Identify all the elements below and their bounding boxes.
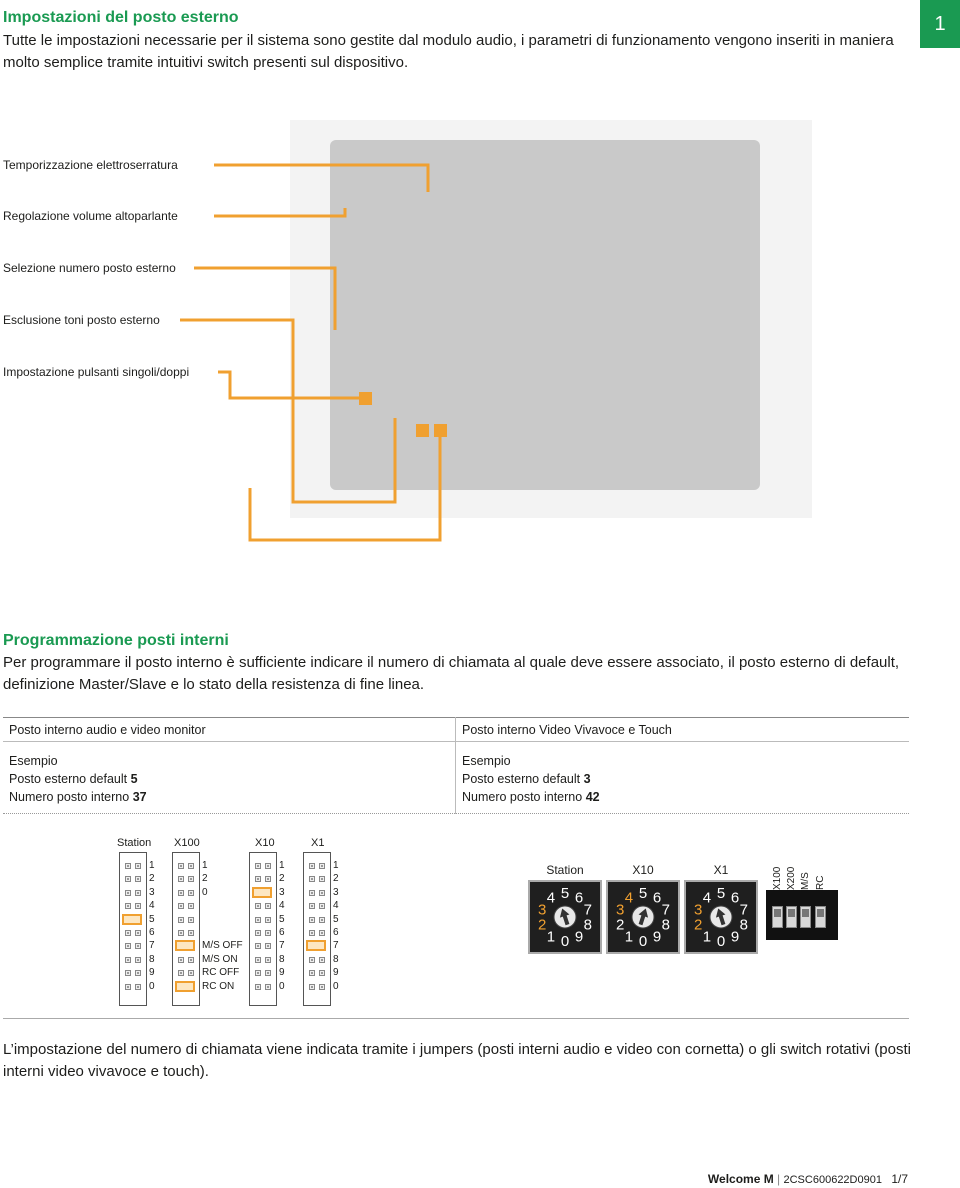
jumper-pin bbox=[255, 930, 261, 936]
jumper-row bbox=[173, 914, 199, 927]
jumper-header-x1: X1 bbox=[311, 837, 325, 849]
jumper-pin bbox=[125, 984, 131, 990]
jumper-row bbox=[304, 927, 330, 940]
jumper-pin bbox=[188, 876, 194, 882]
jumper-row bbox=[173, 873, 199, 886]
jumper-pin bbox=[265, 863, 271, 869]
rotary-digit: 2 bbox=[694, 916, 703, 934]
jumper-row-label: 2 bbox=[202, 873, 208, 885]
jumper-row bbox=[120, 981, 146, 994]
jumper-row bbox=[120, 887, 146, 900]
jumper-row-label: 3 bbox=[333, 886, 339, 898]
jumper-row bbox=[250, 914, 276, 927]
jumper-strip-x10 bbox=[249, 852, 277, 1006]
jumper-row-label: 8 bbox=[279, 953, 285, 965]
jumper-row bbox=[173, 860, 199, 873]
table-header-right: Posto interno Video Vivavoce e Touch bbox=[462, 723, 672, 737]
rotary-digit: 6 bbox=[574, 889, 584, 907]
rotary-digit: 5 bbox=[638, 885, 648, 902]
jumper-pin bbox=[265, 943, 271, 949]
jumper-row bbox=[250, 900, 276, 913]
jumper-header-x100: X100 bbox=[174, 837, 200, 849]
callout-label: Esclusione toni posto esterno bbox=[3, 313, 160, 327]
jumper-pin bbox=[125, 957, 131, 963]
jumper-pin bbox=[125, 890, 131, 896]
rotary-digit: 0 bbox=[560, 933, 570, 950]
jumper-pin bbox=[188, 917, 194, 923]
jumper-row-label: RC OFF bbox=[202, 967, 240, 979]
table-header-left: Posto interno audio e video monitor bbox=[9, 723, 206, 737]
jumper-set bbox=[175, 981, 195, 992]
jumper-row-label: 4 bbox=[279, 900, 285, 912]
jumper-row-label: 1 bbox=[202, 860, 208, 871]
jumper-row-label: 9 bbox=[279, 967, 285, 979]
jumper-row-label: 1 bbox=[149, 860, 155, 871]
jumper-pin bbox=[188, 957, 194, 963]
jumper-pin bbox=[135, 957, 141, 963]
table-bottom-rule bbox=[3, 813, 909, 814]
jumper-row bbox=[120, 900, 146, 913]
jumper-row-label: 2 bbox=[279, 873, 285, 885]
rotary-digit: 7 bbox=[661, 901, 670, 919]
rotary-switch-station bbox=[528, 880, 602, 954]
jumper-set bbox=[306, 940, 326, 951]
jumper-row-label: M/S ON bbox=[202, 953, 238, 965]
rotary-digit: 5 bbox=[716, 885, 726, 902]
section2-text: Per programmare il posto interno è sufficiente indicare il numero di chiamata al quale deve essere associato, il posto esterno di default, definizione Master/Slave e lo stato della resistenza di fine linea. bbox=[3, 654, 900, 693]
jumper-row-label: 8 bbox=[149, 953, 155, 965]
jumper-row bbox=[304, 981, 330, 994]
jumper-row-label: 7 bbox=[149, 940, 155, 952]
jumper-row bbox=[120, 927, 146, 940]
dip-label-rc: RC bbox=[815, 875, 826, 890]
jumper-row bbox=[304, 860, 330, 873]
jumper-row bbox=[173, 940, 199, 953]
jumper-pin bbox=[309, 970, 315, 976]
example-label: Esempio bbox=[462, 754, 511, 768]
jumper-row-label: 5 bbox=[149, 913, 155, 925]
jumper-pin bbox=[178, 970, 184, 976]
jumper-pin bbox=[319, 903, 325, 909]
rotary-digit: 8 bbox=[739, 916, 748, 934]
rotary-digit: 5 bbox=[560, 885, 570, 902]
jumper-pin bbox=[135, 903, 141, 909]
jumper-pin bbox=[255, 917, 261, 923]
rotary-digit: 3 bbox=[616, 901, 625, 919]
jumper-pin bbox=[178, 957, 184, 963]
jumper-row bbox=[120, 914, 146, 927]
jumper-row bbox=[250, 967, 276, 980]
jumper-pin bbox=[135, 930, 141, 936]
jumper-row-label: 7 bbox=[333, 940, 339, 952]
jumper-row bbox=[120, 940, 146, 953]
rotary-digit: 2 bbox=[538, 916, 547, 934]
jumper-pin bbox=[125, 970, 131, 976]
rotary-switch-x10 bbox=[606, 880, 680, 954]
jumper-strip-x1 bbox=[303, 852, 331, 1006]
dip-switch bbox=[815, 906, 826, 928]
jumper-pin bbox=[135, 863, 141, 869]
jumper-pin bbox=[319, 863, 325, 869]
callout-label: Temporizzazione elettroserratura bbox=[3, 158, 178, 172]
rotary-digit: 8 bbox=[661, 916, 670, 934]
jumper-row bbox=[173, 981, 199, 994]
jumper-row bbox=[250, 981, 276, 994]
jumper-pin bbox=[309, 863, 315, 869]
rotary-digit: 0 bbox=[716, 933, 726, 950]
jumper-row-label: 0 bbox=[202, 886, 208, 898]
jumper-pin bbox=[135, 890, 141, 896]
jumper-pin bbox=[178, 863, 184, 869]
jumper-row bbox=[173, 927, 199, 940]
dip-label-ms: M/S bbox=[800, 872, 811, 890]
footer-code: 2CSC600622D0901 bbox=[783, 1174, 882, 1186]
jumper-row bbox=[250, 940, 276, 953]
jumper-pin bbox=[255, 984, 261, 990]
rotary-digit: 9 bbox=[652, 928, 662, 946]
jumper-pin bbox=[125, 943, 131, 949]
jumper-pin bbox=[125, 930, 131, 936]
jumper-pin bbox=[178, 903, 184, 909]
jumper-pin bbox=[319, 957, 325, 963]
jumper-pin bbox=[265, 970, 271, 976]
jumper-row-label: 8 bbox=[333, 953, 339, 965]
jumper-row bbox=[304, 887, 330, 900]
rotary-digit: 1 bbox=[624, 928, 634, 946]
default-line: Posto esterno default 3 bbox=[462, 772, 591, 786]
jumper-row bbox=[173, 967, 199, 980]
callout-label: Regolazione volume altoparlante bbox=[3, 209, 178, 223]
jumper-row bbox=[304, 954, 330, 967]
jumper-row-label: 0 bbox=[149, 980, 155, 992]
jumper-row bbox=[250, 860, 276, 873]
jumper-pin bbox=[125, 863, 131, 869]
rotary-digit: 7 bbox=[739, 901, 748, 919]
device-diagram bbox=[0, 120, 960, 560]
jumper-pin bbox=[309, 917, 315, 923]
number-line: Numero posto interno 42 bbox=[462, 790, 600, 804]
page-tab: 1 bbox=[920, 0, 960, 48]
jumper-pin bbox=[255, 876, 261, 882]
rotary-digit: 6 bbox=[730, 889, 740, 907]
jumper-row-label: 3 bbox=[149, 886, 155, 898]
dip-switch bbox=[800, 906, 811, 928]
jumper-row-label: 4 bbox=[149, 900, 155, 912]
jumper-row bbox=[120, 873, 146, 886]
jumper-pin bbox=[309, 903, 315, 909]
jumper-row-label: 1 bbox=[279, 860, 285, 871]
jumper-row-label: 3 bbox=[279, 886, 285, 898]
rotary-digit: 7 bbox=[583, 901, 592, 919]
jumper-row-label: 9 bbox=[149, 967, 155, 979]
jumper-pin bbox=[188, 930, 194, 936]
jumper-row bbox=[250, 954, 276, 967]
number-line: Numero posto interno 37 bbox=[9, 790, 147, 804]
section2-title: Programmazione posti interni bbox=[3, 632, 229, 649]
example-left bbox=[9, 752, 147, 806]
rotary-digit: 4 bbox=[546, 889, 556, 907]
jumper-pin bbox=[319, 890, 325, 896]
rotary-header-x10: X10 bbox=[632, 863, 654, 877]
rotary-digit: 2 bbox=[616, 916, 625, 934]
jumper-row-label: 1 bbox=[333, 860, 339, 871]
jumper-pin bbox=[319, 930, 325, 936]
jumper-row-label: 2 bbox=[149, 873, 155, 885]
jumper-pin bbox=[135, 943, 141, 949]
jumper-pin bbox=[309, 876, 315, 882]
jumper-header-station: Station bbox=[117, 837, 152, 849]
jumper-pin bbox=[178, 917, 184, 923]
jumper-row bbox=[304, 873, 330, 886]
jumper-pin bbox=[135, 984, 141, 990]
rotary-digit: 9 bbox=[574, 928, 584, 946]
rotary-digit: 3 bbox=[694, 901, 703, 919]
jumper-pin bbox=[309, 890, 315, 896]
jumper-pin bbox=[319, 917, 325, 923]
default-line: Posto esterno default 5 bbox=[9, 772, 138, 786]
jumper-set bbox=[252, 887, 272, 898]
jumper-row bbox=[120, 954, 146, 967]
jumper-pin bbox=[309, 930, 315, 936]
rotary-header-station: Station bbox=[546, 863, 584, 877]
jumper-pin bbox=[178, 890, 184, 896]
dip-switch bbox=[786, 906, 797, 928]
jumper-strip-station bbox=[119, 852, 147, 1006]
jumper-set bbox=[122, 914, 142, 925]
jumper-row bbox=[173, 887, 199, 900]
rotary-digit: 0 bbox=[638, 933, 648, 950]
jumper-pin bbox=[255, 863, 261, 869]
table-col-divider bbox=[455, 717, 456, 814]
footer-text: L’impostazione del numero di chiamata viene indicata tramite i jumpers (posti interni audio e video con cornetta) o gli switch rotativi (posti interni video vivavoce e touch). bbox=[3, 1041, 911, 1080]
jumper-row bbox=[304, 914, 330, 927]
jumper-pin bbox=[125, 876, 131, 882]
rotary-switch-x1 bbox=[684, 880, 758, 954]
jumper-pin bbox=[265, 984, 271, 990]
footer-brand: Welcome M bbox=[707, 1172, 774, 1186]
jumper-set bbox=[175, 940, 195, 951]
intro-text: Tutte le impostazioni necessarie per il sistema sono gestite dal modulo audio, i parametri di funzionamento vengono inseriti in maniera molto semplice tramite intuitivi switch presenti sul dispositivo. bbox=[3, 32, 894, 71]
jumper-row-label: 9 bbox=[333, 967, 339, 979]
jumper-row bbox=[250, 887, 276, 900]
jumper-pin bbox=[135, 876, 141, 882]
jumper-row bbox=[120, 860, 146, 873]
jumper-row-label: 2 bbox=[333, 873, 339, 885]
jumper-pin bbox=[265, 930, 271, 936]
jumper-row bbox=[173, 900, 199, 913]
jumper-pin bbox=[319, 970, 325, 976]
dip-label-x200: X200 bbox=[786, 866, 797, 890]
rotary-digit: 8 bbox=[583, 916, 592, 934]
example-label: Esempio bbox=[9, 754, 58, 768]
jumper-strip-x100 bbox=[172, 852, 200, 1006]
dip-switch bbox=[772, 906, 783, 928]
jumper-row bbox=[250, 873, 276, 886]
jumper-pin bbox=[178, 930, 184, 936]
jumper-row-label: 4 bbox=[333, 900, 339, 912]
callout-label: Selezione numero posto esterno bbox=[3, 261, 176, 275]
jumper-row-label: 0 bbox=[279, 980, 285, 992]
jumper-row-label: 7 bbox=[279, 940, 285, 952]
jumper-row-label: 0 bbox=[333, 980, 339, 992]
jumper-pin bbox=[125, 903, 131, 909]
jumper-pin bbox=[178, 876, 184, 882]
rotary-digit: 1 bbox=[702, 928, 712, 946]
dip-switch-block bbox=[766, 890, 838, 940]
jumper-row-label: M/S OFF bbox=[202, 940, 243, 952]
jumper-row bbox=[304, 967, 330, 980]
jumper-row bbox=[120, 967, 146, 980]
jumper-pin bbox=[188, 890, 194, 896]
example-right bbox=[462, 752, 600, 806]
jumper-row bbox=[304, 940, 330, 953]
jumper-row-label: RC ON bbox=[202, 980, 235, 992]
jumper-row-label: 6 bbox=[279, 927, 285, 938]
jumper-pin bbox=[135, 970, 141, 976]
rotary-digit: 1 bbox=[546, 928, 556, 946]
footer-page: 1/7 bbox=[891, 1172, 908, 1186]
jumper-pin bbox=[188, 903, 194, 909]
rotary-digit: 4 bbox=[702, 889, 712, 907]
jumper-row bbox=[173, 954, 199, 967]
rotary-digit: 3 bbox=[538, 901, 547, 919]
jumper-pin bbox=[265, 876, 271, 882]
table-top-rule bbox=[3, 717, 909, 718]
jumper-pin bbox=[255, 943, 261, 949]
section-title: Impostazioni del posto esterno bbox=[3, 9, 239, 26]
jumper-row-label: 6 bbox=[333, 927, 339, 938]
jumper-pin bbox=[319, 984, 325, 990]
jumper-pin bbox=[265, 917, 271, 923]
jumper-row-label: 5 bbox=[333, 913, 339, 925]
rotary-digit: 4 bbox=[624, 889, 634, 907]
rotary-digit: 6 bbox=[652, 889, 662, 907]
jumper-row-label: 5 bbox=[279, 913, 285, 925]
page-footer: Welcome M | 2CSC600622D0901 1/7 bbox=[707, 1172, 908, 1186]
jumper-pin bbox=[265, 903, 271, 909]
jumper-pin bbox=[188, 863, 194, 869]
rotary-header-x1: X1 bbox=[713, 863, 729, 877]
jumper-pin bbox=[309, 957, 315, 963]
jumper-header-x10: X10 bbox=[255, 837, 275, 849]
jumper-pin bbox=[255, 903, 261, 909]
jumper-pin bbox=[309, 984, 315, 990]
jumper-pin bbox=[188, 970, 194, 976]
table-header-rule bbox=[3, 741, 909, 742]
callout-label: Impostazione pulsanti singoli/doppi bbox=[3, 365, 190, 379]
jumper-pin bbox=[319, 876, 325, 882]
jumper-row bbox=[250, 927, 276, 940]
dip-label-x100: X100 bbox=[772, 866, 783, 890]
rotary-digit: 9 bbox=[730, 928, 740, 946]
jumper-row bbox=[304, 900, 330, 913]
divider-rule bbox=[3, 1018, 909, 1019]
jumper-pin bbox=[255, 970, 261, 976]
jumper-row-label: 6 bbox=[149, 927, 155, 938]
jumper-pin bbox=[265, 957, 271, 963]
jumper-pin bbox=[255, 957, 261, 963]
